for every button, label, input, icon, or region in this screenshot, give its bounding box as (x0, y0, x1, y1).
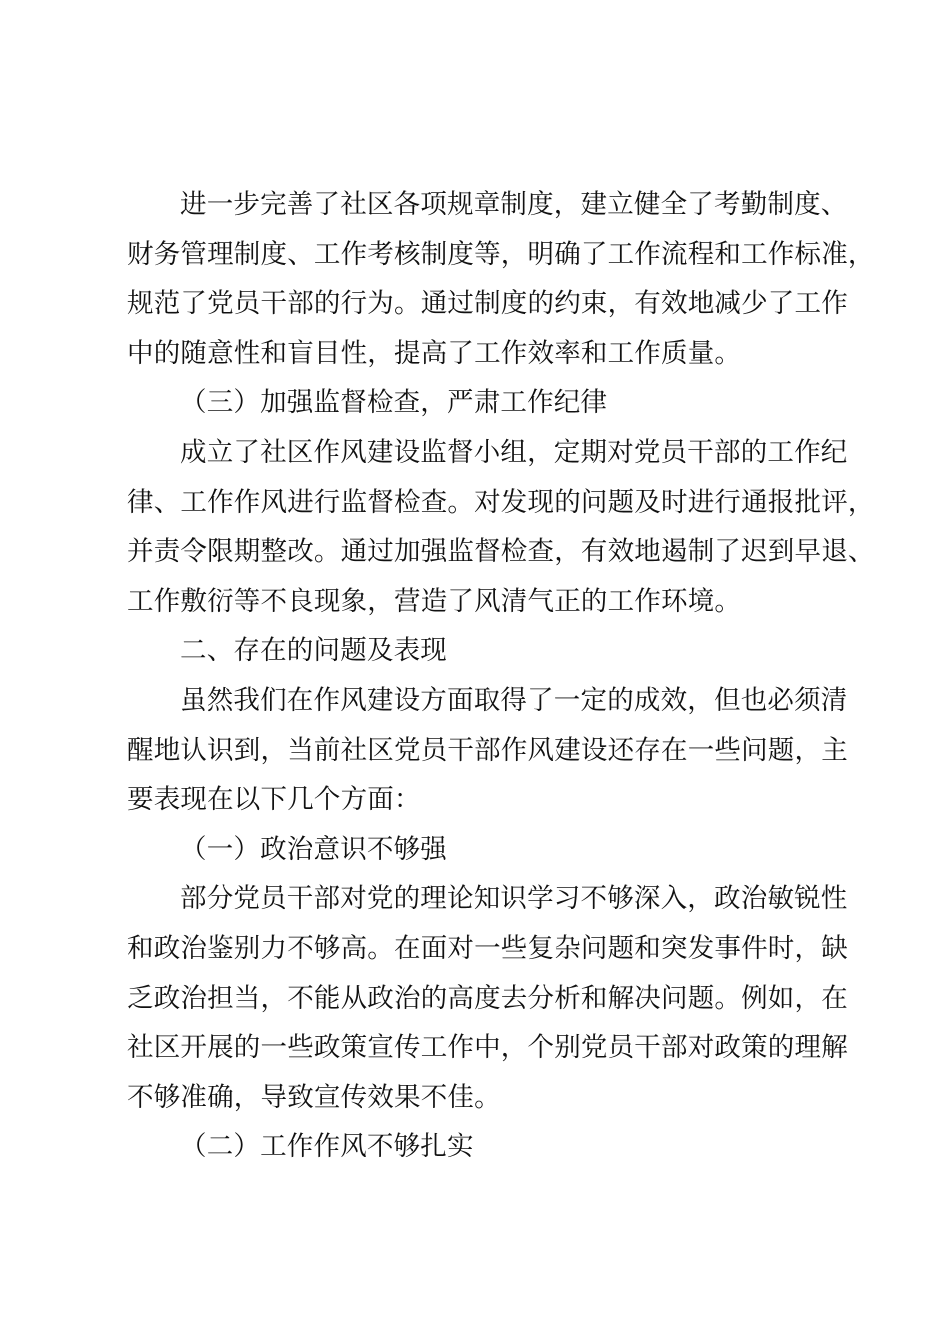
paragraph-line: 规范了党员干部的行为。通过制度的约束，有效地减少了工作 (127, 288, 848, 320)
paragraph-line: 财务管理制度、工作考核制度等，明确了工作流程和工作标准， (127, 238, 875, 270)
paragraph-line: 进一步完善了社区各项规章制度，建立健全了考勤制度、 (180, 189, 848, 220)
paragraph-line: 虽然我们在作风建设方面取得了一定的成效，但也必须清 (180, 684, 848, 716)
paragraph-line: 要表现在以下几个方面： (127, 784, 421, 816)
paragraph-line: 工作敷衍等不良现象，营造了风清气正的工作环境。 (127, 585, 742, 617)
section-heading: （三）加强监督检查，严肃工作纪律 (180, 387, 608, 419)
paragraph-line: 中的随意性和盲目性，提高了工作效率和工作质量。 (127, 337, 742, 369)
paragraph-line: 和政治鉴别力不够高。在面对一些复杂问题和突发事件时，缺 (127, 932, 848, 964)
paragraph-line: 醒地认识到，当前社区党员干部作风建设还存在一些问题，主 (127, 734, 848, 766)
paragraph-line: 社区开展的一些政策宣传工作中，个别党员干部对政策的理解 (127, 1032, 848, 1064)
document-body (127, 180, 875, 1172)
paragraph-line: 部分党员干部对党的理论知识学习不够深入，政治敏锐性 (180, 883, 848, 915)
paragraph-line: 成立了社区作风建设监督小组，定期对党员干部的工作纪 (180, 436, 848, 468)
paragraph-line: 乏政治担当，不能从政治的高度去分析和解决问题。例如，在 (127, 982, 848, 1014)
paragraph-line: 律、工作作风进行监督检查。对发现的问题及时进行通报批评， (127, 486, 875, 518)
section-heading: 二、存在的问题及表现 (180, 635, 447, 667)
paragraph-line: 不够准确，导致宣传效果不佳。 (127, 1081, 501, 1113)
section-heading: （二）工作作风不够扎实 (180, 1131, 474, 1163)
paragraph-line: 并责令限期整改。通过加强监督检查，有效地遏制了迟到早退、 (127, 536, 875, 568)
section-heading: （一）政治意识不够强 (180, 833, 447, 865)
